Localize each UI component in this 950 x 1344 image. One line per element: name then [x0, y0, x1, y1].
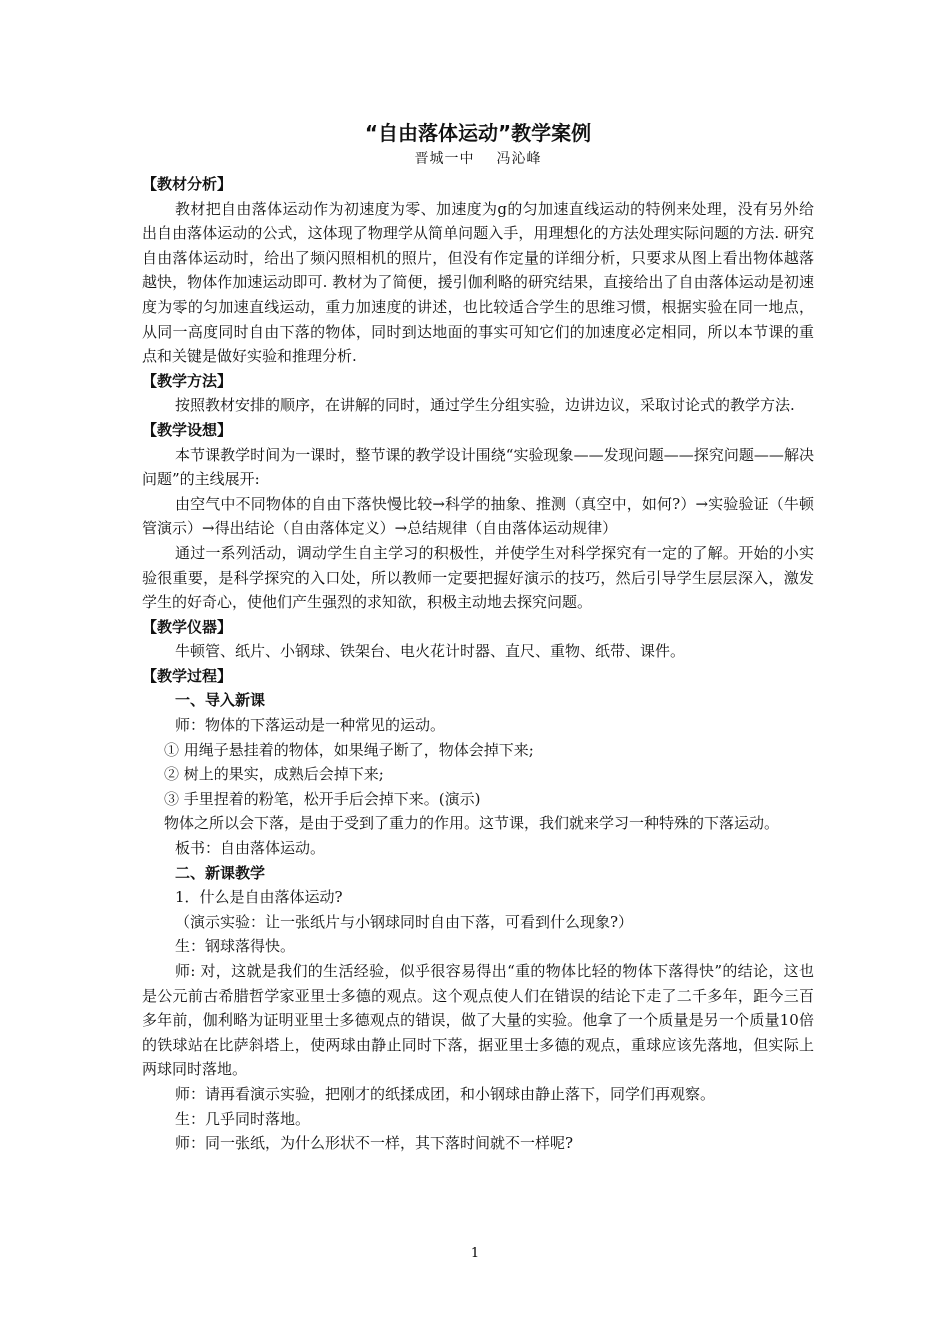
- section-heading-teaching-process: 【教学过程】: [142, 666, 233, 685]
- paragraph-instruments: 牛顿管、纸片、小钢球、铁架台、电火花计时器、直尺、重物、纸带、课件。: [175, 642, 686, 661]
- paragraph-design-intro: 本节课教学时间为一课时，整节课的教学设计围绕“实验现象——发现问题——探究问题——解决问题”的主线展开:: [142, 445, 814, 489]
- paragraph-design-flow: 由空气中不同物体的自由下落快慢比较→科学的抽象、推测（真空中，如何?）→实验验证（牛顿管演示）→得出结论（自由落体定义）→总结规律（自由落体运动规律）: [142, 494, 814, 538]
- paragraph-gravity: 物体之所以会下落，是由于受到了重力的作用。这节课，我们就来学习一种特殊的下落运动。: [164, 814, 780, 833]
- paragraph-teacher-intro: 师：物体的下落运动是一种常见的运动。: [175, 716, 446, 735]
- paragraph-teacher-question: 师：同一张纸，为什么形状不一样，其下落时间就不一样呢?: [175, 1134, 574, 1153]
- paragraph-demo-1: （演示实验：让一张纸片与小钢球同时自由下落，可看到什么现象?）: [175, 912, 634, 931]
- paragraph-textbook-analysis: 教材把自由落体运动作为初速度为零、加速度为g的匀加速直线运动的特例来处理，没有另外给出自由落体运动的公式，这体现了物理学从简单问题入手，用理想化的方法处理实际问题的方法. 研究自由落体运动时，给出了频闪照相机的照片，但没有作定量的详细分析，只要求从图上看出物体越落越快，物体作加速运动即可. 教材为了简便，援引伽利略的研究结果，直接给出了自由落体运动是初速度为零的匀加速直线运动，重力加速度的讲述，也比较适合学生的思维习惯，根据实验在同一地点，从同一高度同时自由下落的物体，同时到达地面的事实可知它们的加速度必定相同，所以本节课的重点和关键是做好实验和推理分析.: [142, 199, 814, 366]
- section-heading-instruments: 【教学仪器】: [142, 617, 233, 636]
- paragraph-student-2: 生：几乎同时落地。: [175, 1109, 311, 1128]
- paragraph-teacher-aristotle: 师: 对，这就是我们的生活经验，似乎很容易得出“重的物体比轻的物体下落得快”的结论，这也是公元前古希腊哲学家亚里士多德的观点。这个观点使人们在错误的结论下走了二千多年，距今三百多年前，伽利略为证明亚里士多德观点的错误，做了大量的实验。他拿了一个质量是另一个质量10倍的铁球站在比萨斜塔上，使两球由静止同时下落，据亚里士多德的观点，重球应该先落地，但实际上两球同时落地。: [142, 962, 814, 1079]
- page-number: 1: [470, 1246, 480, 1261]
- paragraph-design-activities: 通过一系列活动，调动学生自主学习的积极性，并使学生对科学探究有一定的了解。开始的小实验很重要，是科学探究的入口处，所以教师一定要把握好演示的技巧，然后引导学生层层深入，激发学生的好奇心，使他们产生强烈的求知欲，积极主动地去探究问题。: [142, 543, 814, 612]
- author-line: [142, 148, 814, 170]
- subheading-introduction: 一、导入新课: [175, 691, 266, 710]
- author-name: 冯沁峰: [496, 151, 542, 167]
- section-heading-teaching-method: 【教学方法】: [142, 371, 233, 390]
- list-item-3: ③ 手里捏着的粉笔，松开手后会掉下来。(演示): [164, 789, 481, 808]
- author-school: 晋城一中: [414, 151, 475, 167]
- paragraph-question-1: 1．什么是自由落体运动?: [175, 888, 343, 907]
- paragraph-teaching-method: 按照教材安排的顺序，在讲解的同时，通过学生分组实验，边讲边议，采取讨论式的教学方法.: [175, 396, 795, 415]
- paragraph-teacher-demo-2: 师：请再看演示实验，把刚才的纸揉成团，和小钢球由静止落下，同学们再观察。: [175, 1084, 716, 1103]
- paragraph-student-1: 生：钢球落得快。: [175, 937, 296, 956]
- list-item-2: ② 树上的果实，成熟后会掉下来;: [164, 765, 384, 784]
- subheading-new-lesson: 二、新课教学: [175, 863, 266, 882]
- document-title: “自由落体运动”教学案例: [364, 121, 592, 145]
- section-heading-teaching-design: 【教学设想】: [142, 420, 233, 439]
- list-item-1: ① 用绳子悬挂着的物体，如果绳子断了，物体会掉下来;: [164, 740, 534, 759]
- paragraph-board-note: 板书：自由落体运动。: [175, 839, 326, 858]
- section-heading-textbook-analysis: 【教材分析】: [142, 175, 233, 193]
